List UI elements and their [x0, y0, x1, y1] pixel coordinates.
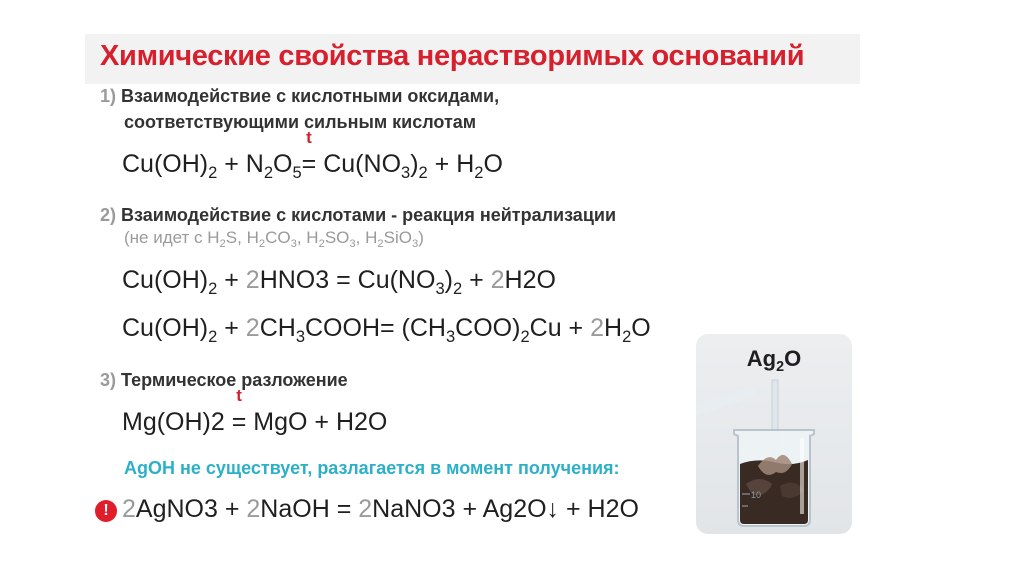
section-2-heading: [100, 203, 616, 227]
section-3-line1: Термическое разложение: [121, 370, 348, 390]
photo-label: $Ag_2O$: [746, 346, 802, 375]
section-3-number: 3): [100, 370, 117, 390]
heat-t-label: t: [306, 128, 312, 147]
section-2-line1: Взаимодействие с кислотами - реакция нейтрализации: [121, 205, 617, 225]
page-title: Химические свойства нерастворимых оснований: [100, 40, 805, 72]
section-1-line1: Взаимодействие с кислотными оксидами,: [121, 86, 500, 106]
heating-condition: t =: [301, 128, 317, 178]
ag2o-beaker-photo: [696, 334, 852, 534]
equation-4: Mg(OH)2 t = MgO + H2O: [122, 386, 388, 436]
section-1-line2: соответствующими сильным кислотам: [124, 112, 477, 132]
beaker-mark: 10: [751, 490, 762, 500]
agoh-note: AgOH не существует, разлагается в момент получения:: [124, 458, 620, 478]
equation-2: $Cu(OH)_2 + 2HNO3 = Cu(NO_3)_2 + 2H2O$: [122, 266, 556, 298]
section-1-number: 1): [100, 86, 117, 106]
exceptions-note: (не идет с $H_2S$, $H_2CO_3$, $H_2SO_3$, $H_2SiO_3$): [124, 228, 424, 250]
equation-3: $Cu(OH)_2$ + $2CH_3COOH= (CH_3COO)_2Cu + 2H_2O$: [122, 314, 651, 346]
section-3-heading: [100, 368, 348, 392]
heat-t-label-2: t: [236, 386, 242, 405]
beaker-icon: [696, 334, 852, 534]
equation-5: 2AgNO3 + 2NaOH = 2NaNO3 + Ag2O↓ + H2O: [122, 495, 639, 523]
equation-1: $Cu(OH)_2 + N_2O_5$ t = $Cu(NO_3)_2 + H_2O$: [122, 128, 503, 182]
heating-condition-2: t =: [231, 386, 247, 436]
warning-icon: !: [95, 500, 117, 522]
section-1-heading: [100, 84, 499, 108]
section-2-number: 2): [100, 205, 117, 225]
